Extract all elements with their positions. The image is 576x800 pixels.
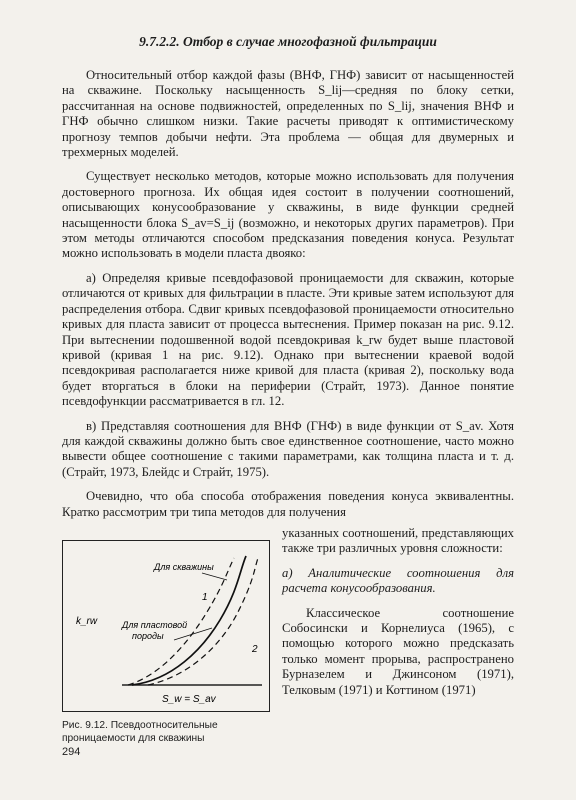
page-number: 294: [62, 746, 81, 758]
continuation-text: указанных соотношений, представляющих также три различных уровня сложности:: [282, 526, 514, 556]
curve-label-2: 2: [252, 644, 258, 655]
label-reservoir-2: породы: [132, 631, 164, 641]
label-wells: Для скважины: [154, 562, 214, 572]
y-axis-label: k_rw: [76, 616, 98, 627]
figure-caption: Рис. 9.12. Псевдоотносительные проницаемости для скважины: [62, 720, 218, 744]
paragraph-1: Относительный отбор каждой фазы (ВНФ, ГНФ) зависит от насыщенностей на скважине. Поскольку насыщенность S_lij—средняя по блоку сетки, рассчитанная на основе подвижностей, определенных по S_lij, значения ВНФ и ГНФ обычно слишком низки. Такие расчеты приводят к оптимистическому прогнозу темпов добычи нефти. Эта проблема — общая для двумерных и трехмерных моделей.: [62, 68, 514, 160]
label-reservoir-1: Для пластовой: [122, 620, 188, 630]
right-column: [282, 526, 514, 707]
figure-9-12: [62, 540, 270, 745]
pseudo-permeability-diagram: [62, 540, 270, 712]
curve-label-1: 1: [202, 592, 208, 603]
right-body-text: Классическое соотношение Собосински и Корнелиуса (1965), с помощью которого можно предсказать только момент прорыва, распространено Бурназелем и Джинсоном (1971), Телковым (1971) и Коттином (1971): [282, 605, 514, 697]
subsection-heading: а) Аналитические соотношения для расчета конусообразования.: [282, 565, 514, 596]
paragraph-5: Очевидно, что оба способа отображения поведения конуса эквивалентны. Кратко рассмотрим три типа методов для получения: [62, 489, 514, 519]
paragraph-2: Существует несколько методов, которые можно использовать для получения достоверного прогноза. Их общая идея состоит в получении соотношений, описывающих конусообразование у скважины, в виде функции средней насыщенности блока S_av=S_ij (возможно, и некоторых других параметров). При этом методы отличаются способом предсказания поведения конуса. Результат можно использовать в модели пласта двояко:: [62, 169, 514, 261]
page-text: [62, 34, 514, 529]
label-leader-wells: [202, 573, 227, 580]
x-axis-label: S_w = S_av: [162, 694, 216, 705]
section-heading: 9.7.2.2. Отбор в случае многофазной фильтрации: [139, 34, 437, 49]
paragraph-3: а) Определяя кривые псевдофазовой проницаемости для скважин, которые отличаются от кривых для фильтрации в пласте. Эти кривые затем используют для распределения отбора. Сдвиг кривых псевдофазовой проницаемости относительно кривых для пласта зависит от процесса вытеснения. Пример показан на рис. 9.12. При вытеснении подошвенной водой псевдокривая k_rw будет выше пластовой кривой (кривая 1 на рис. 9.12). Однако при вытеснении краевой водой псевдокривая располагается ниже кривой для пласта (кривая 2), поскольку вода будет вторгаться в блоки на периферии (Страйт, 1973). Данное понятие псевдофункции рассматривается в гл. 12.: [62, 270, 514, 409]
paragraph-4: в) Представляя соотношения для ВНФ (ГНФ) в виде функции от S_av. Хотя для каждой скважины должно быть свое единственное соотношение, часто можно вывести общее соотношение с такими параметрами, как толщина пласта и т. д. (Страйт, 1973, Блейдс и Страйт, 1975).: [62, 418, 514, 479]
